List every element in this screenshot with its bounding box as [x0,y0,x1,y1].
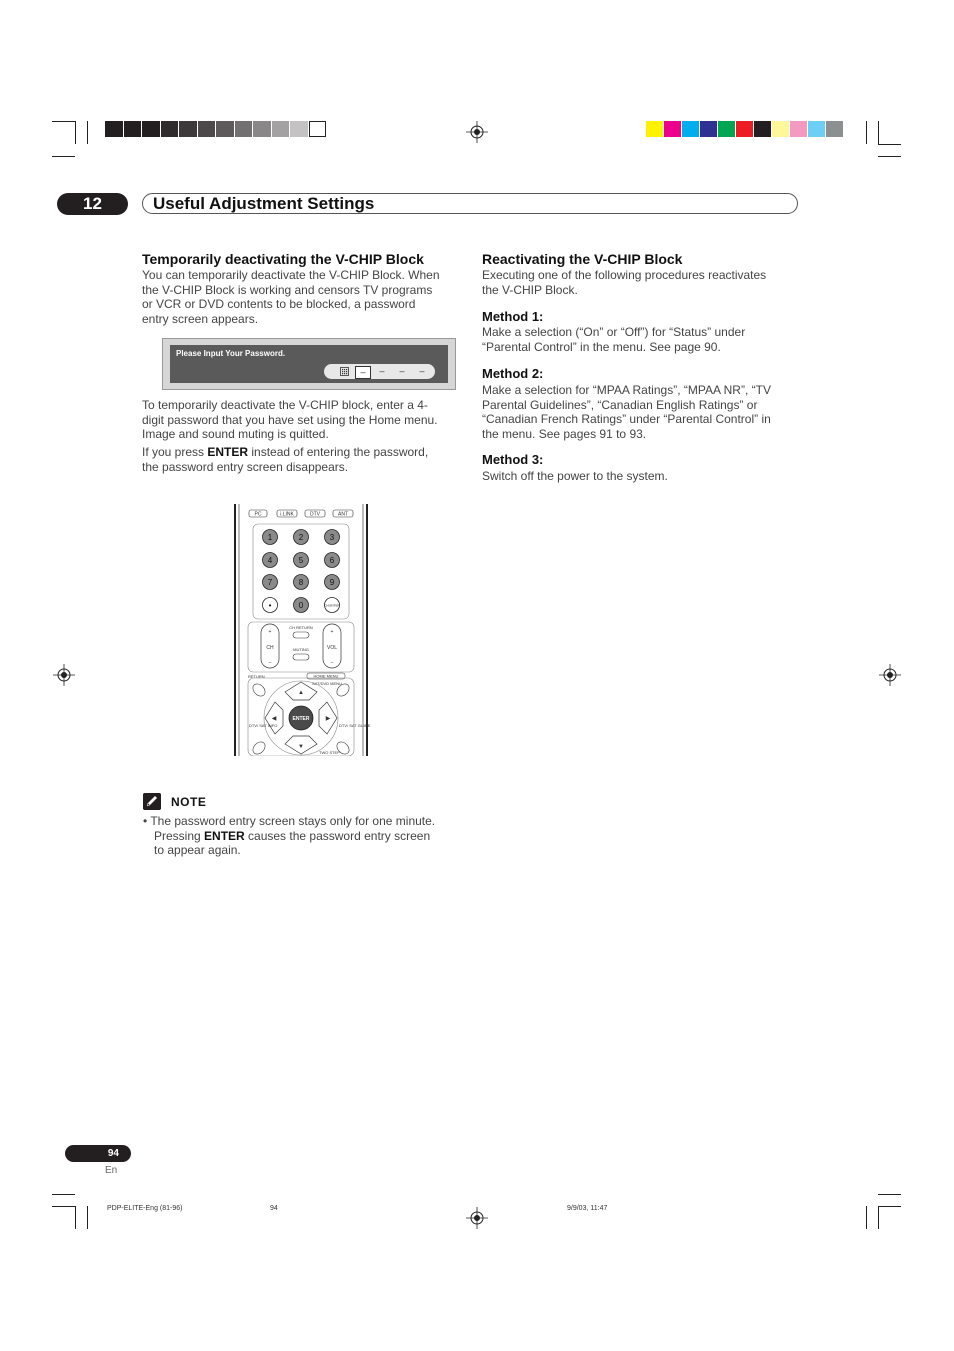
method-3-body [482,469,668,484]
crop-mark [866,1206,867,1229]
password-digit-4[interactable]: – [419,366,425,376]
remote-key-label: 2 [298,533,304,542]
remote-key-label: 0 [298,601,304,610]
crop-mark [52,1194,75,1195]
color-calibration-bar [646,121,844,137]
calibration-swatch [682,121,700,137]
remote-key-label: 8 [298,578,304,587]
footer-file: PDP-ELITE-Eng (81-96) [107,1205,183,1212]
remote-source-label: PC [254,511,262,518]
password-digit-3[interactable]: – [399,366,405,376]
text-line: digit password that you have set using the Home menu. [142,412,438,427]
calibration-swatch [646,121,664,137]
calibration-swatch [253,121,272,137]
text-line: to appear again. [154,843,241,857]
calibration-swatch [808,121,826,137]
intro-paragraph [142,268,440,326]
calibration-swatch [272,121,291,137]
muting-label: MUTING [293,647,309,652]
password-field [324,364,435,379]
crop-mark [75,1206,76,1229]
remote-control-illustration [233,504,371,756]
text-line: or VCR or DVD contents to be blocked, a password [142,297,416,311]
enter-key-label: ENTER [204,828,245,843]
enter-paragraph [142,445,428,474]
crop-mark [878,156,901,157]
svg-text:–: – [330,660,334,666]
ch-return-label: CH RETURN [289,625,313,630]
remote-source-label: i.LINK [280,511,294,518]
calibration-swatch [198,121,217,137]
instruction-paragraph [142,398,438,442]
calibration-swatch [736,121,754,137]
reactivate-intro [482,268,766,297]
calibration-swatch [179,121,198,137]
calibration-swatch [826,121,844,137]
svg-text:+: + [268,629,272,635]
enter-key-label: ENTER [292,716,310,722]
crop-mark [52,156,75,157]
svg-text:▶: ▶ [325,716,331,722]
crop-mark [87,121,88,144]
svg-text:–: – [268,660,272,666]
section-heading-deactivate: Temporarily deactivating the V-CHIP Block [142,251,424,267]
method-2-title: Method 2: [482,366,544,381]
chapter-number: 12 [57,193,128,215]
crop-mark [878,1206,879,1229]
remote-key-label: 9 [329,578,335,587]
remote-key-label: CH ENTER [324,603,340,608]
page-number: 94 [65,1145,131,1162]
text-line: Make a selection (“On” or “Off”) for “Status” under [482,325,746,339]
remote-key-label: 4 [267,556,273,565]
bullet: • [143,814,151,828]
crop-mark [75,121,76,144]
text-line: the password entry screen disappears. [142,459,349,474]
calibration-swatch [161,121,180,137]
method-2-body [482,383,771,441]
remote-source-label: ANT [338,511,348,518]
text-line: the V-CHIP Block is working and censors TV programs [142,282,433,297]
calibration-swatch [216,121,235,137]
remote-source-label: DTV [310,511,320,518]
remote-key-label: 6 [329,556,335,565]
remote-key-label: 1 [267,533,273,542]
text-fragment: instead of entering the password, [248,445,429,459]
section-heading-reactivate: Reactivating the V-CHIP Block [482,251,683,267]
note-body [143,814,435,858]
ch-label: CH [266,645,274,651]
text-line: Image and sound muting is quitted. [142,427,329,441]
calibration-swatch [309,121,327,137]
home-menu-label: HOME MENU [313,673,339,679]
note-title: NOTE [171,795,207,809]
text-line: entry screen appears. [142,311,259,326]
vol-label: VOL [326,645,338,651]
calibration-swatch [790,121,808,137]
calibration-swatch [664,121,682,137]
svg-text:▼: ▼ [298,744,304,750]
text-line [143,829,435,844]
calibration-swatch [718,121,736,137]
keypad-icon [340,367,349,376]
sat-dvd-menu-label: SAT/DVD MENU [312,681,342,686]
dtv-sat-guide-label: DTV/ SAT GUIDE [339,723,371,728]
footer-page: 94 [270,1205,278,1212]
remote-key-label: • [268,601,272,610]
dtv-sat-info-label: DTV/ SAT INFO [249,723,278,728]
calibration-swatch [142,121,161,137]
text-line: “Parental Control” in the menu. See page 90. [482,339,721,354]
password-prompt: Please Input Your Password. [176,349,286,358]
text-line: Executing one of the following procedures reactivates [482,268,767,282]
calibration-swatch [235,121,254,137]
calibration-swatch [700,121,718,137]
footer-date: 9/9/03, 11:47 [567,1205,608,1212]
return-label: RETURN [248,674,265,679]
calibration-swatch [754,121,772,137]
method-1-body [482,325,745,354]
password-digit-2[interactable]: – [379,366,385,376]
text-line: the menu. See pages 91 to 93. [482,426,647,441]
crop-mark [866,121,867,144]
method-3-title: Method 3: [482,452,544,467]
registration-target-icon [466,121,488,143]
text-line: Make a selection for “MPAA Ratings”, “MPAA NR”, “TV [482,383,771,397]
remote-key-label: 5 [298,556,304,565]
text-line: Switch off the power to the system. [482,469,668,483]
crop-mark [87,1206,88,1229]
text-line: To temporarily deactivate the V-CHIP block, enter a 4- [142,398,428,412]
registration-target-icon [879,664,901,686]
text-fragment: The password entry screen stays only for one minute. [150,814,436,828]
text-line [143,814,435,829]
text-line: You can temporarily deactivate the V-CHIP Block. When [142,268,440,282]
method-1-title: Method 1: [482,309,544,324]
remote-key-label: 3 [329,533,335,542]
crop-mark [878,144,901,145]
text-line: “Canadian French Ratings” under “Parental Control” in [482,412,771,426]
crop-mark [878,121,879,144]
svg-text:▲: ▲ [298,690,304,696]
calibration-swatch [105,121,124,137]
remote-key-label: 7 [267,578,273,587]
crop-mark [52,1206,75,1207]
crop-mark [52,121,75,122]
text-fragment: If you press [142,445,208,459]
enter-key-label: ENTER [207,445,249,459]
note-pencil-icon [143,793,161,810]
calibration-swatch [124,121,143,137]
registration-target-icon [466,1207,488,1229]
two-step-label: TWO STEP [319,750,340,755]
password-digit-1[interactable]: – [355,366,371,379]
password-dialog [170,345,448,383]
crop-mark [878,1206,901,1207]
svg-text:+: + [330,629,334,635]
text-fragment: Pressing [154,828,205,843]
grayscale-calibration-bar [105,121,326,137]
text-line [142,445,428,460]
registration-target-icon [53,664,75,686]
text-fragment: causes the password entry screen [244,828,431,843]
svg-text:◀: ◀ [271,716,277,722]
calibration-swatch [290,121,309,137]
calibration-swatch [772,121,790,137]
language-code: En [105,1165,118,1176]
crop-mark [878,1194,901,1195]
password-entry-screen [162,338,456,390]
text-line: Parental Guidelines”, “Canadian English Ratings” or [482,397,758,412]
chapter-title: Useful Adjustment Settings [142,193,798,214]
text-line: the V-CHIP Block. [482,282,578,297]
